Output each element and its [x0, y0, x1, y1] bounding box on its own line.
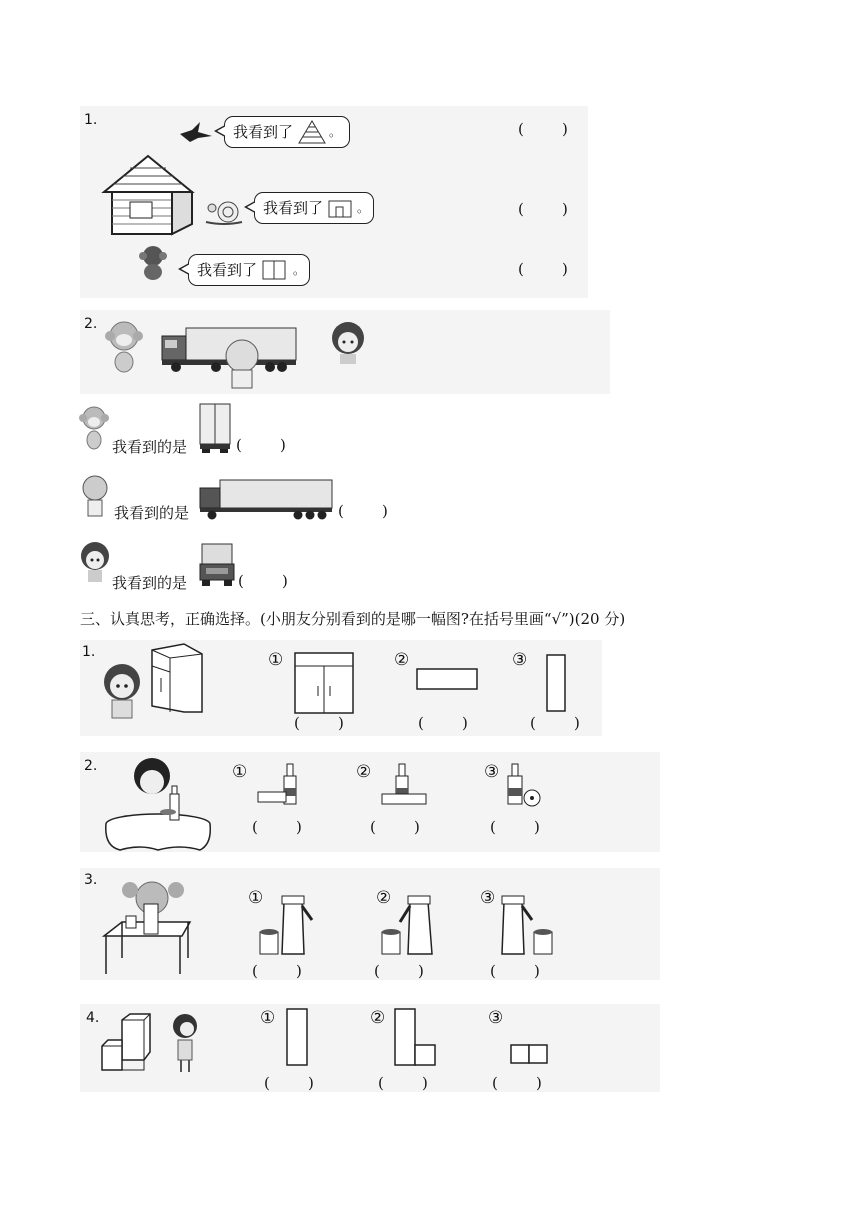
answer-paren-3[interactable]: ( ) — [518, 260, 568, 278]
child-back-icon — [80, 474, 110, 518]
bubble-end: 。 — [329, 125, 342, 139]
house-back-icon — [261, 259, 287, 281]
speech-bubble-bird — [224, 116, 350, 148]
house-roof-icon — [297, 119, 327, 145]
answer-paren-girl[interactable]: ( ) — [238, 572, 288, 590]
s3q1-option-3-label: ③ — [512, 650, 528, 670]
girl-icon — [78, 540, 112, 586]
s3q4-option-1-paren[interactable]: ( ) — [264, 1074, 314, 1092]
s3q3-option-1-paren[interactable]: ( ) — [252, 962, 302, 980]
child-back-icon — [222, 338, 262, 390]
s3q1-option-2-label: ② — [394, 650, 410, 670]
s3q3-number: 3. — [84, 872, 98, 888]
s3q1-option-2-paren[interactable]: ( ) — [418, 714, 468, 732]
bottles-view-2-icon — [380, 762, 428, 808]
answer-text-girl: 我看到的是 — [112, 574, 188, 592]
truck-side-view-icon — [198, 478, 336, 520]
s3q2-number: 2. — [84, 758, 98, 774]
girl-at-table-icon — [100, 876, 196, 976]
blocks-view-2-icon — [394, 1008, 438, 1068]
s3q1-option-3-paren[interactable]: ( ) — [530, 714, 580, 732]
s3q2-option-1-paren[interactable]: ( ) — [252, 818, 302, 836]
answer-text-child: 我看到的是 — [114, 504, 190, 522]
s3q1-option-1-label: ① — [268, 650, 284, 670]
bubble-text: 我看到了 — [233, 123, 294, 141]
bird-icon — [178, 120, 214, 144]
house-side-icon — [327, 199, 353, 219]
bottles-view-3-icon — [506, 762, 546, 808]
s3q2-option-3-paren[interactable]: ( ) — [490, 818, 540, 836]
snail-icon — [204, 198, 244, 226]
truck-front-view-icon — [198, 542, 236, 588]
s3q4-option-2-paren[interactable]: ( ) — [378, 1074, 428, 1092]
monkey-icon — [138, 244, 168, 284]
thermos-view-3-icon — [498, 894, 558, 956]
truck-back-view-icon — [198, 402, 232, 454]
s3q4-option-1-label: ① — [260, 1008, 276, 1028]
thermos-view-1-icon — [256, 894, 316, 956]
s3q3-option-1-label: ① — [248, 888, 264, 908]
answer-text-monkey: 我看到的是 — [112, 438, 188, 456]
thermos-view-2-icon — [378, 894, 440, 956]
bubble-end: 。 — [293, 263, 306, 277]
s3q4-option-2-label: ② — [370, 1008, 386, 1028]
s3q4-number: 4. — [86, 1010, 100, 1026]
blocks-view-3-icon — [510, 1044, 550, 1066]
s3q2-option-3-label: ③ — [484, 762, 500, 782]
bubble-text: 我看到了 — [263, 199, 324, 217]
cabinet-side-view-icon — [546, 654, 568, 714]
answer-paren-child[interactable]: ( ) — [338, 502, 388, 520]
monkey-icon — [104, 318, 144, 376]
s3q1-option-1-paren[interactable]: ( ) — [294, 714, 344, 732]
blocks-icon — [100, 1012, 152, 1074]
s3q3-option-2-label: ② — [376, 888, 392, 908]
bubble-text: 我看到了 — [197, 261, 258, 279]
s3q2-option-2-paren[interactable]: ( ) — [370, 818, 420, 836]
cabinet-icon — [150, 642, 204, 714]
speech-bubble-monkey — [188, 254, 310, 286]
house-icon — [100, 152, 196, 236]
girl-icon — [168, 1012, 202, 1074]
s3q2-option-2-label: ② — [356, 762, 372, 782]
s3q3-option-3-label: ③ — [480, 888, 496, 908]
s3q4-option-3-label: ③ — [488, 1008, 504, 1028]
speech-bubble-snail — [254, 192, 374, 224]
s3q3-option-3-paren[interactable]: ( ) — [490, 962, 540, 980]
s3q3-option-2-paren[interactable]: ( ) — [374, 962, 424, 980]
answer-paren-monkey[interactable]: ( ) — [236, 436, 286, 454]
q1-number: 1. — [84, 112, 98, 128]
monkey-icon — [78, 404, 110, 452]
section-3-heading: 三、认真思考，正确选择。(小朋友分别看到的是哪一幅图?在括号里画“√”)(20 分) — [80, 610, 626, 628]
answer-paren-1[interactable]: ( ) — [518, 120, 568, 138]
girl-icon — [98, 662, 146, 720]
s3q2-option-1-label: ① — [232, 762, 248, 782]
q2-number: 2. — [84, 316, 98, 332]
bubble-end: 。 — [357, 201, 370, 215]
cabinet-front-view-icon — [294, 652, 354, 714]
s3q4-option-3-paren[interactable]: ( ) — [492, 1074, 542, 1092]
blocks-view-1-icon — [286, 1008, 310, 1068]
answer-paren-2[interactable]: ( ) — [518, 200, 568, 218]
s3q1-number: 1. — [82, 644, 96, 660]
bottles-view-1-icon — [256, 762, 300, 808]
child-at-table-icon — [100, 754, 216, 854]
cabinet-top-view-icon — [416, 668, 478, 690]
girl-icon — [328, 320, 368, 366]
